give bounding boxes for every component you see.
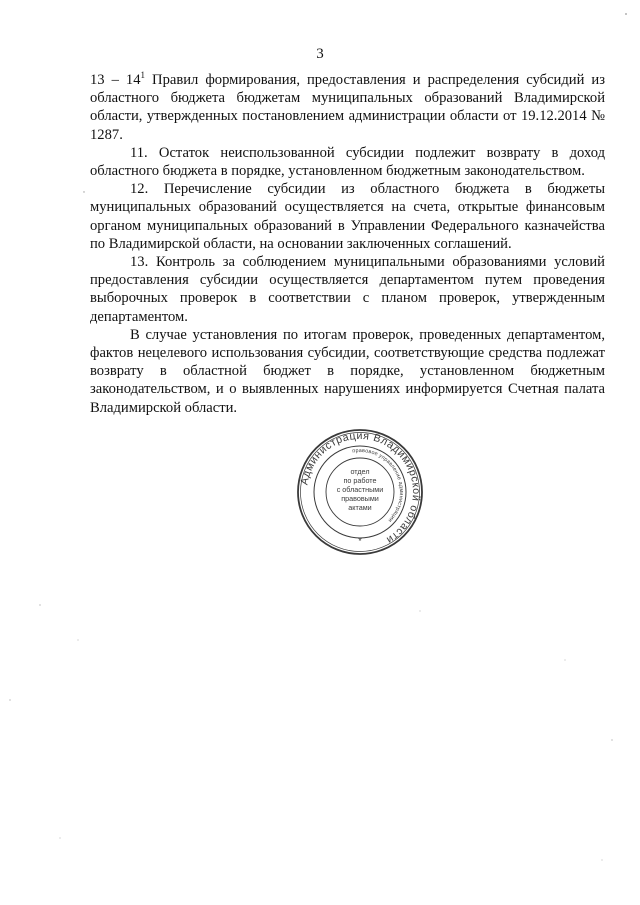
seal-graphic: [296, 428, 424, 556]
paragraph-continuation-start: 13 – 14: [90, 72, 141, 88]
seal-center-line-2: по работе: [343, 476, 377, 485]
paragraph-13-continuation: В случае установления по итогам проверок, проведенных департаментом, фактов нецелевого использования субсидии, соответствующие средства подлежат возврату в областной бюджет в порядке, установленном бюджетным законодательством, и о выявленных нарушениях информируется Счетная палата Владимирской области.: [90, 326, 605, 416]
paragraph-continuation-rest: Правил формирования, предоставления и распределения субсидий из областного бюджета бюджетам муниципальных образований Владимирской области, утвержденных постановлением администрации области от 19.12.2014 № 1287.: [90, 72, 605, 143]
seal-inner-text: правовое управление администрации: [351, 447, 405, 524]
paragraph-11: 11. Остаток неиспользованной субсидии подлежит возврату в доход областного бюджета в порядке, установленном бюджетным законодательством.: [90, 144, 605, 180]
seal-star-icon: *: [358, 536, 362, 546]
paragraph-12: 12. Перечисление субсидии из областного бюджета в бюджеты муниципальных образований осуществляется на счета, открытые финансовым органом муниципальных образований в Управлении Федерального казначейства по Владимирской области, на основании заключенных соглашений.: [90, 181, 605, 252]
page-number: 3: [316, 46, 324, 62]
seal-center-line-4: правовыми: [341, 494, 379, 503]
seal-center-line-1: отдел: [350, 467, 370, 476]
superscript-marker: 1: [140, 70, 146, 81]
paragraph-13: 13. Контроль за соблюдением муниципальными образованиями условий предоставления субсидии осуществляется департаментом путем проведения выборочных проверок в соответствии с планом проверок, утвержденным департаментом.: [90, 254, 605, 325]
seal-center-line-5: актами: [348, 503, 372, 512]
seal-center-line-3: с областными: [336, 485, 384, 494]
paragraph-continuation: [90, 71, 605, 144]
seal-outer-text: Администрация Владимирской области: [298, 429, 423, 547]
official-seal-stamp: [296, 428, 424, 556]
document-body: [90, 71, 605, 417]
